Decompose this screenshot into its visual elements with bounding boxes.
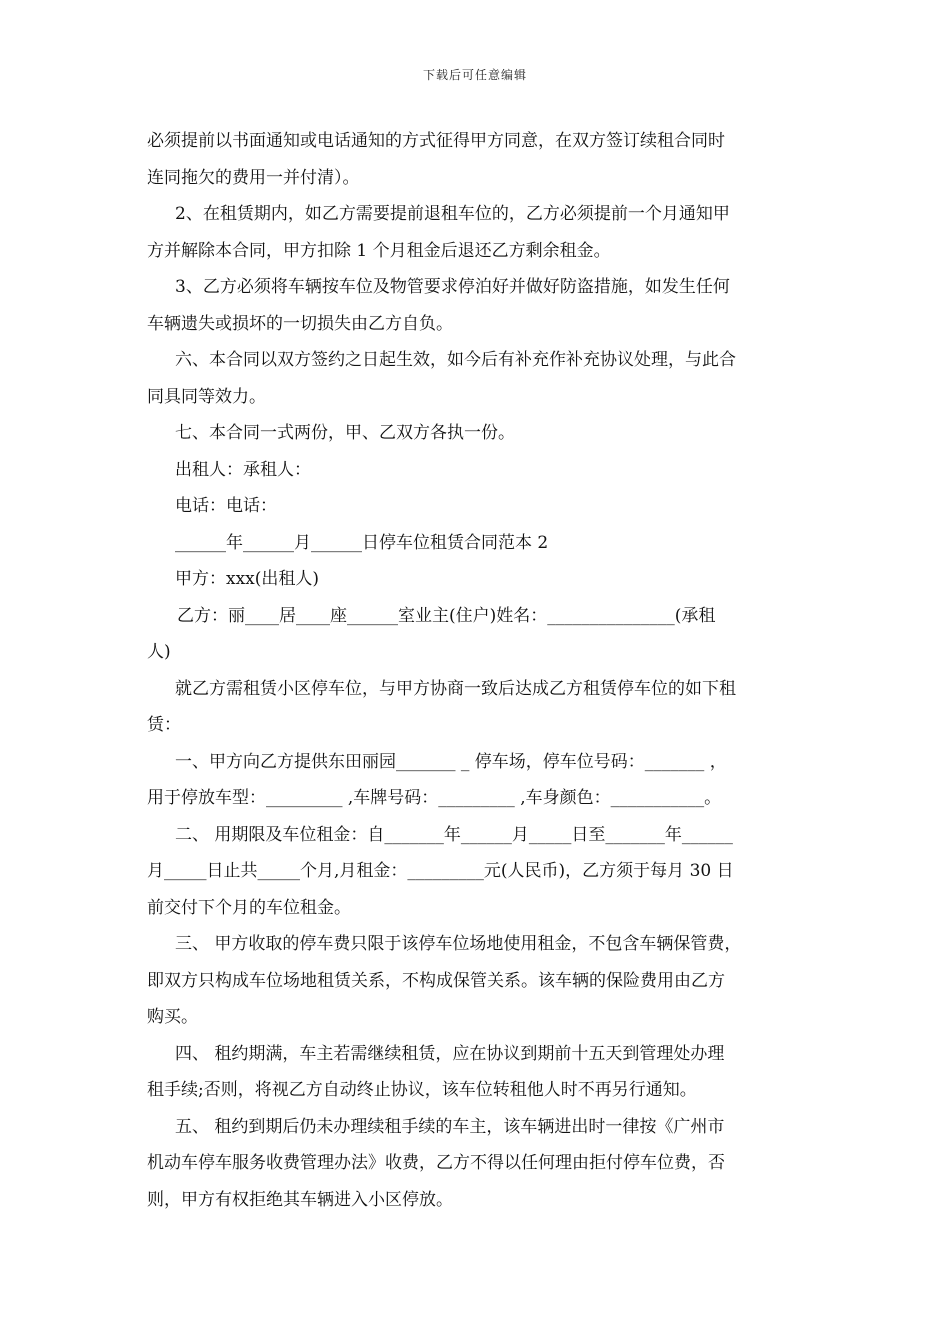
paragraph-line: 即双方只构成车位场地租赁关系，不构成保管关系。该车辆的保险费用由乙方: [147, 970, 725, 991]
paragraph-line: 一、甲方向乙方提供东田丽园_______ _ 停车场，停车位号码：_______ ，: [175, 751, 727, 772]
paragraph-line: 就乙方需租赁小区停车位，与甲方协商一致后达成乙方租赁停车位的如下租: [175, 678, 736, 699]
paragraph-line: 月_____日止共_____个月,月租金：_________元(人民币)，乙方须于每月 30 日: [147, 861, 734, 881]
paragraph-line: 方并解除本合同，甲方扣除 1 个月租金后退还乙方剩余租金。: [147, 240, 611, 261]
paragraph-line: 则，甲方有权拒绝其车辆进入小区停放。: [147, 1189, 453, 1210]
paragraph-line: 甲方：xxx(出租人): [175, 569, 320, 589]
paragraph-line: 赁：: [147, 715, 181, 735]
paragraph-line: 前交付下个月的车位租金。: [147, 897, 351, 918]
paragraph-line: 车辆遗失或损坏的一切损失由乙方自负。: [147, 313, 453, 334]
paragraph-line: 出租人：承租人：: [175, 459, 311, 480]
paragraph-line: 人): [147, 642, 171, 662]
paragraph-line: 同具同等效力。: [147, 386, 266, 407]
paragraph-line: 六、本合同以双方签约之日起生效，如今后有补充作补充协议处理，与此合: [175, 350, 736, 370]
paragraph-line: 乙方：丽____居____座______室业主(住户)姓名：_______________(承租: [177, 605, 716, 626]
paragraph-line: 四、 租约期满，车主若需继续租赁，应在协议到期前十五天到管理处办理: [175, 1043, 725, 1064]
paragraph-line: 电话：电话：: [175, 496, 277, 516]
page-header: 下载后可任意编辑: [422, 68, 527, 82]
paragraph-line: 用于停放车型：_________ ,车牌号码：_________ ,车身颜色：___________。: [147, 788, 722, 808]
document-body: [147, 123, 812, 1218]
paragraph-line: 二、 用期限及车位租金：自_______年______月_____日至_______年______: [175, 824, 733, 845]
paragraph-line: 七、本合同一式两份，甲、乙双方各执一份。: [175, 423, 515, 443]
paragraph-line: 2、在租赁期内，如乙方需要提前退租车位的，乙方必须提前一个月通知甲: [175, 204, 730, 224]
paragraph-line: 机动车停车服务收费管理办法》收费，乙方不得以任何理由拒付停车位费，否: [147, 1153, 725, 1173]
paragraph-line: 3、乙方必须将车辆按车位及物管要求停泊好并做好防盗措施，如发生任何: [175, 277, 730, 297]
paragraph-line: 连同拖欠的费用一并付清）。: [147, 167, 360, 188]
paragraph-line: 购买。: [147, 1007, 198, 1027]
paragraph-line: ______年______月______日停车位租赁合同范本 2: [175, 532, 549, 553]
paragraph-line: 必须提前以书面通知或电话通知的方式征得甲方同意，在双方签订续租合同时: [147, 131, 725, 151]
paragraph-line: 三、 甲方收取的停车费只限于该停车位场地使用租金，不包含车辆保管费，: [175, 934, 742, 954]
paragraph-line: 五、 租约到期后仍未办理续租手续的车主，该车辆进出时一律按《广州市: [175, 1116, 725, 1137]
paragraph-line: 租手续;否则，将视乙方自动终止协议，该车位转租他人时不再另行通知。: [147, 1080, 697, 1100]
